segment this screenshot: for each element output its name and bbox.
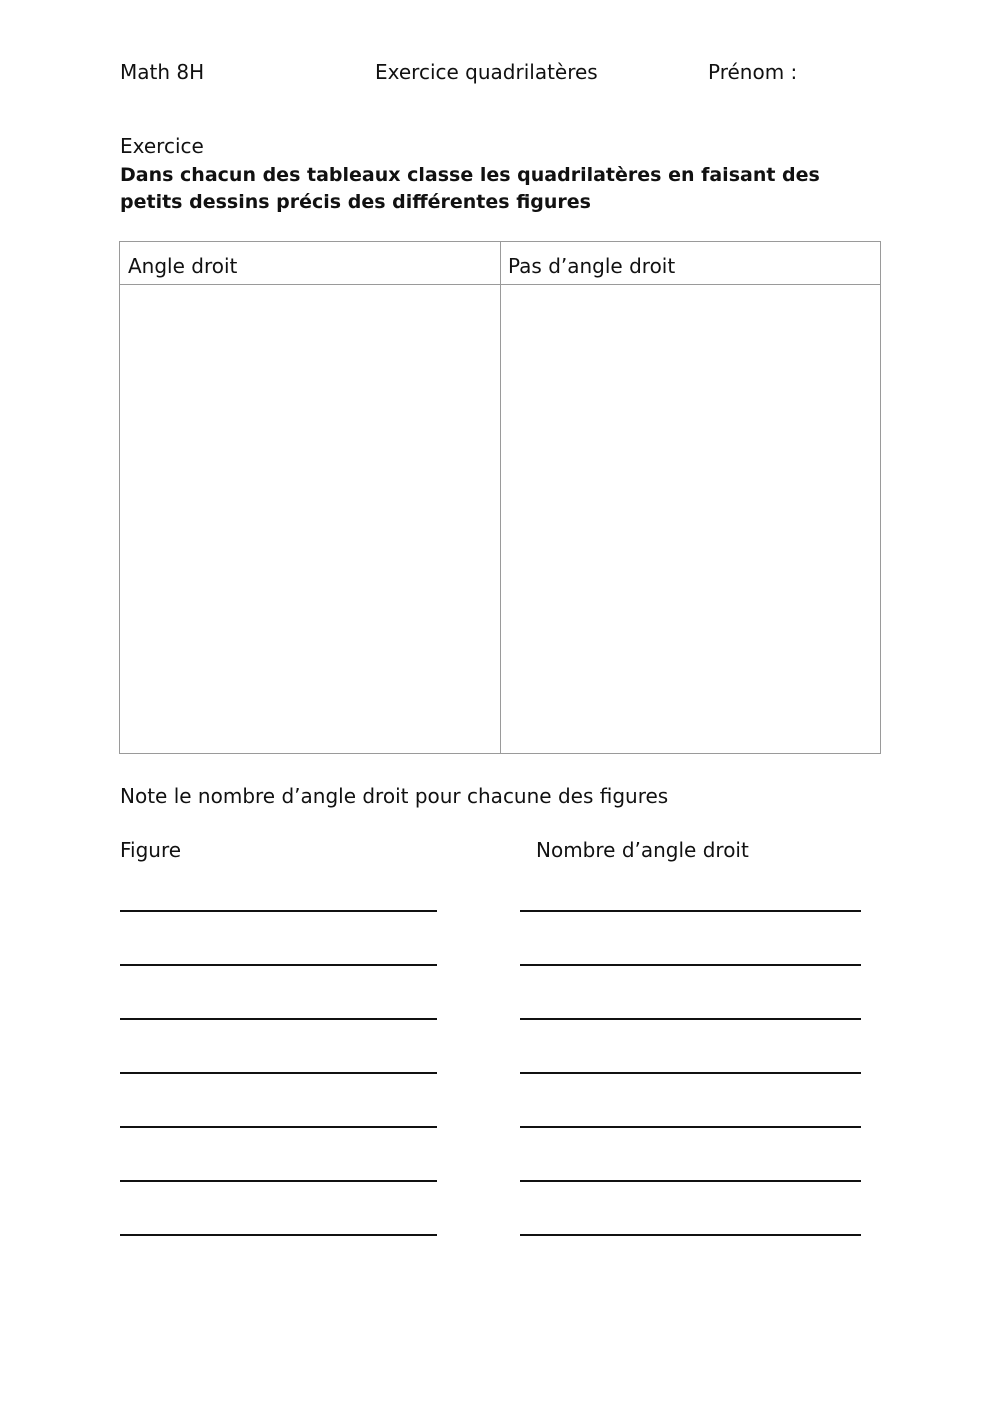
course-label: Math 8H	[120, 60, 205, 84]
exercise-instruction: Dans chacun des tableaux classe les quadrilatères en faisant des petits dessins précis des différentes figures	[120, 164, 820, 213]
count-answer-line[interactable]	[520, 910, 861, 912]
count-answer-line[interactable]	[520, 1018, 861, 1020]
figure-answer-line[interactable]	[120, 1234, 437, 1236]
figure-answer-line[interactable]	[120, 1180, 437, 1182]
figure-answer-line[interactable]	[120, 964, 437, 966]
count-answer-line[interactable]	[520, 1072, 861, 1074]
column-header-no-right-angle: Pas d’angle droit	[508, 254, 676, 278]
figure-column-heading: Figure	[120, 838, 182, 862]
count-answer-line[interactable]	[520, 964, 861, 966]
figure-answer-line[interactable]	[120, 1072, 437, 1074]
figure-answer-line[interactable]	[120, 1126, 437, 1128]
column-header-right-angle: Angle droit	[128, 254, 238, 278]
answer-instruction: Note le nombre d’angle droit pour chacune des figures	[120, 784, 669, 808]
worksheet-title: Exercice quadrilatères	[375, 60, 598, 84]
exercise-label: Exercice	[120, 134, 204, 158]
count-answer-line[interactable]	[520, 1180, 861, 1182]
table-header-divider	[120, 284, 880, 285]
figure-answer-line[interactable]	[120, 1018, 437, 1020]
figure-answer-line[interactable]	[120, 910, 437, 912]
count-answer-line[interactable]	[520, 1126, 861, 1128]
count-answer-line[interactable]	[520, 1234, 861, 1236]
right-angle-count-heading: Nombre d’angle droit	[536, 838, 749, 862]
first-name-label: Prénom :	[708, 60, 798, 84]
classification-table	[119, 241, 881, 754]
table-column-divider	[500, 242, 501, 753]
